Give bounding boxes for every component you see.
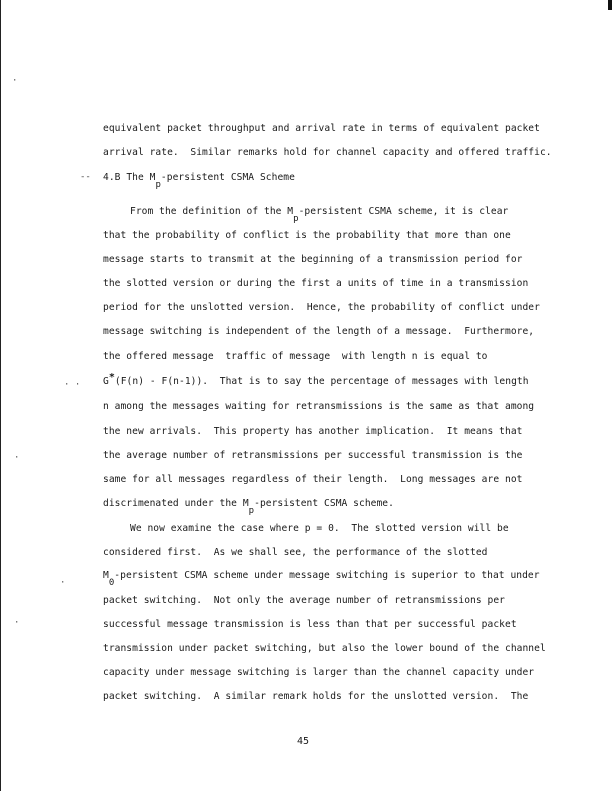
text-line: message starts to transmit at the beginning of a transmission period for (103, 254, 523, 265)
text-line: n among the messages waiting for retransmissions is the same as that among (103, 401, 535, 412)
scan-corner-mark (608, 0, 612, 10)
margin-speck: -- (80, 172, 91, 182)
text-line: arrival rate. Similar remarks hold for channel capacity and offered traffic. (103, 147, 552, 158)
text-line: the average number of retransmissions per successful transmission is the (103, 450, 523, 461)
page-number: 45 (297, 736, 310, 747)
text-line: message switching is independent of the length of a message. Furthermore, (103, 326, 535, 337)
text-line: equivalent packet throughput and arrival rate in terms of equivalent packet (103, 123, 540, 134)
text-line: that the probability of conflict is the probability that more than one (103, 230, 511, 241)
margin-speck: · (60, 578, 66, 588)
text-line: same for all messages regardless of their length. Long messages are not (103, 474, 523, 485)
scan-left-edge (0, 0, 1, 791)
text-line: transmission under packet switching, but also the lower bound of the channel (103, 643, 546, 654)
text-line: From the definition of the Mp-persistent CSMA scheme, it is clear (130, 206, 509, 224)
text-line: the offered message traffic of message with length n is equal to (103, 351, 488, 362)
margin-speck: · (12, 76, 18, 86)
text-line: packet switching. Not only the average number of retransmissions per (103, 595, 505, 606)
section-number: 4.B (103, 172, 121, 183)
text-line: We now examine the case where p = 0. The slotted version will be (130, 523, 509, 534)
margin-speck: · · (64, 380, 81, 390)
text-line: M0-persistent CSMA scheme under message switching is superior to that under (103, 570, 540, 588)
text-line: considered first. As we shall see, the performance of the slotted (103, 547, 488, 558)
text-line: G*(F(n) - F(n-1)). That is to say the percentage of messages with length (103, 372, 529, 387)
margin-speck: · (14, 618, 20, 628)
margin-speck: · (14, 453, 20, 463)
text-line: period for the unslotted version. Hence, the probability of conflict under (103, 302, 540, 313)
text-line: the slotted version or during the first a units of time in a transmission (103, 278, 529, 289)
text-line: packet switching. A similar remark holds for the unslotted version. The (103, 691, 529, 702)
text-line: the new arrivals. This property has another implication. It means that (103, 426, 523, 437)
text-line: successful message transmission is less than that per successful packet (103, 619, 517, 630)
section-heading: 4.B The Mp-persistent CSMA Scheme (103, 172, 295, 190)
text-line: discrimenated under the Mp-persistent CSMA scheme. (103, 498, 394, 516)
text-line: capacity under message switching is larger than the channel capacity under (103, 667, 535, 678)
